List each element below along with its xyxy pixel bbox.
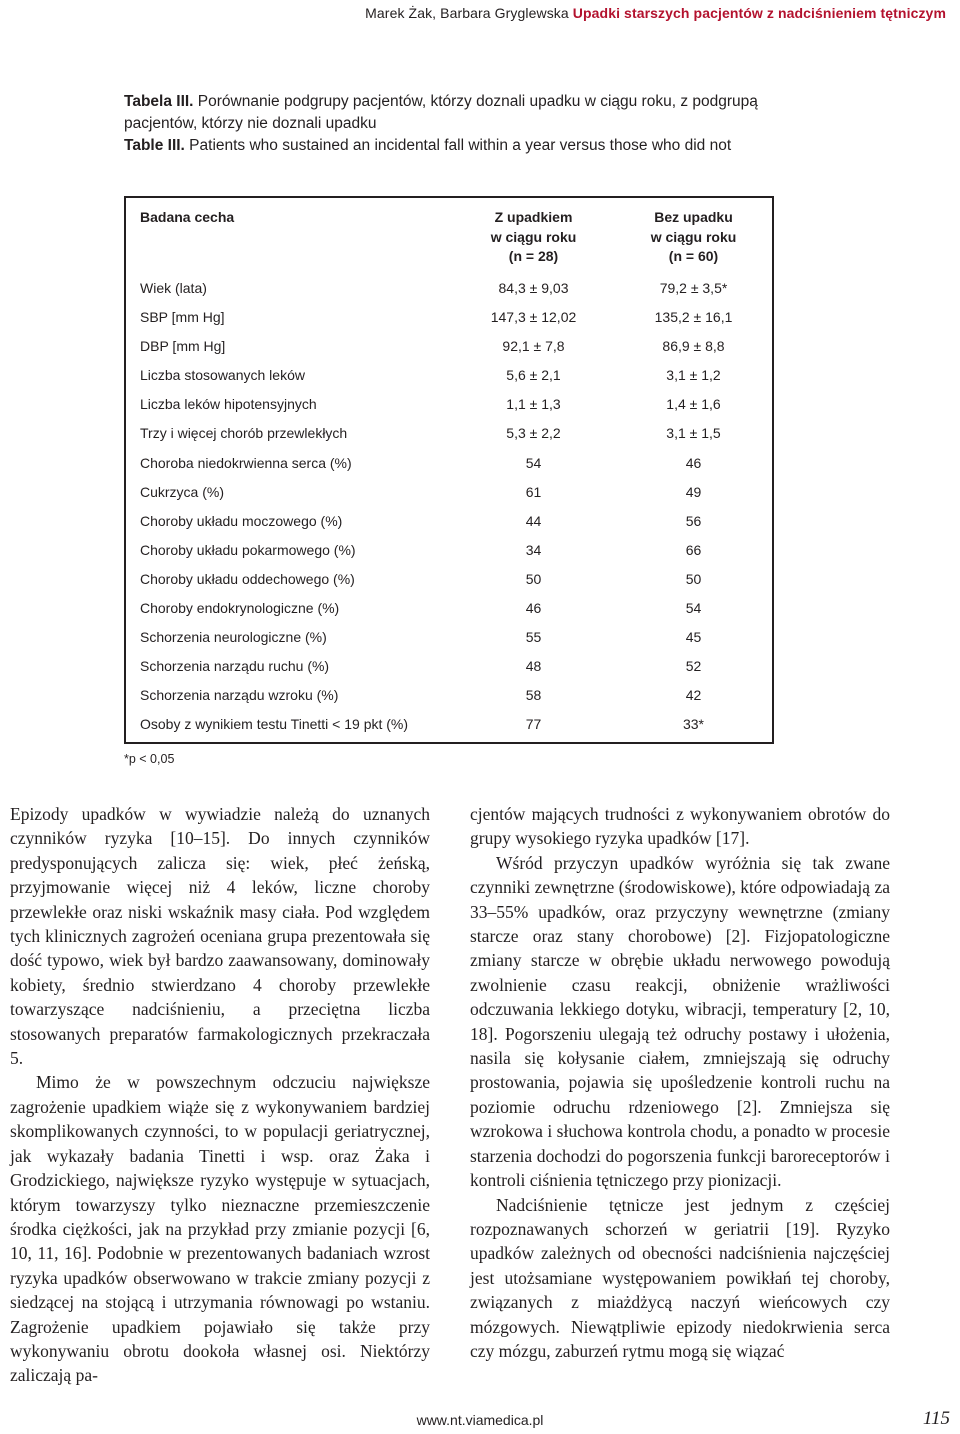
paragraph: Mimo że w powszechnym odczuciu największe zagrożenie upadkiem wiąże się z wykonywaniem bardziej skomplikowanych czynności, to w populacji geriatrycznej, jak wykazały badania Tinetti i wsp. oraz Żaka i Grodzickiego, największe ryzyko występuje w sytuacjach, którym towarzyszy tylko nieznaczne przemieszczenie środka ciężkości, jak na przykład przy zmianie pozycji [6, 10, 11, 16]. Podobnie w prezentowanych badaniach wzrost ryzyka upadków obserwowano w trakcie zmiany pozycji z siedzącej na stojącą i utrzymania równowagi po wstaniu. Zagrożenie upadkiem pojawiało się także przy wykonywaniu obrotu dookoła własnej osi. Niektórzy zaliczają pa- bbox=[10, 1072, 430, 1386]
value-without-fall: 86,9 ± 8,8 bbox=[662, 338, 725, 355]
table-row bbox=[126, 508, 772, 537]
value-without-fall: 79,2 ± 3,5* bbox=[659, 280, 728, 296]
value-with-fall: 34 bbox=[525, 541, 542, 558]
value-with-fall: 55 bbox=[525, 629, 542, 646]
header-title: Upadki starszych pacjentów z nadciśnieniem tętniczym bbox=[572, 5, 946, 21]
row-label: Choroby układu moczowego (%) bbox=[140, 512, 343, 529]
body-column-left bbox=[10, 802, 430, 1388]
body-column-right bbox=[470, 802, 890, 1363]
value-with-fall: 50 bbox=[525, 570, 542, 587]
value-without-fall: 56 bbox=[685, 512, 702, 529]
table-footnote: *p < 0,05 bbox=[124, 752, 175, 766]
value-without-fall: 54 bbox=[685, 600, 702, 617]
row-label: Osoby z wynikiem testu Tinetti < 19 pkt (%) bbox=[140, 716, 409, 733]
value-without-fall: 46 bbox=[685, 454, 702, 471]
value-without-fall: 3,1 ± 1,2 bbox=[666, 367, 721, 384]
value-without-fall: 45 bbox=[685, 629, 702, 646]
table-row bbox=[126, 479, 772, 508]
row-label: SBP [mm Hg] bbox=[140, 309, 225, 326]
value-without-fall: 49 bbox=[685, 483, 702, 500]
caption-english-text: Patients who sustained an incidental fall within a year versus those who did not bbox=[184, 137, 732, 154]
header-with-fall: Z upadkiem w ciągu roku (n = 28) bbox=[490, 209, 577, 264]
row-label: Trzy i więcej chorób przewlekłych bbox=[140, 425, 348, 442]
table-row bbox=[126, 682, 772, 711]
table-row bbox=[126, 362, 772, 391]
value-without-fall: 1,4 ± 1,6 bbox=[666, 396, 721, 413]
journal-url: www.nt.viamedica.pl bbox=[416, 1412, 544, 1428]
row-label: Liczba stosowanych leków bbox=[140, 367, 305, 384]
table-row bbox=[126, 566, 772, 595]
row-label: Schorzenia narządu wzroku (%) bbox=[140, 687, 339, 704]
caption-english-label: Table III. bbox=[124, 137, 185, 154]
table-row bbox=[126, 537, 772, 566]
value-without-fall: 3,1 ± 1,5 bbox=[666, 425, 721, 442]
row-label: Schorzenia neurologiczne (%) bbox=[140, 629, 327, 646]
page-number: 115 bbox=[922, 1408, 950, 1429]
value-with-fall: 44 bbox=[525, 512, 542, 529]
row-label: Choroby układu pokarmowego (%) bbox=[140, 541, 356, 558]
value-with-fall: 5,6 ± 2,1 bbox=[506, 367, 561, 384]
header-characteristic: Badana cecha bbox=[140, 209, 235, 225]
row-label: DBP [mm Hg] bbox=[140, 338, 226, 355]
table-row bbox=[126, 653, 772, 682]
table-row bbox=[126, 333, 772, 362]
data-table bbox=[124, 196, 774, 744]
paragraph: Epizody upadków w wywiadzie należą do uznanych czynników ryzyka [10–15]. Do innych czynników predysponujących zalicza się: wiek, płeć żeńską, przyjmowanie więcej niż 4 leków, liczne choroby przewlekłe oraz niski wskaźnik masy ciała. Pod względem tych klinicznych zagrożeń oceniana grupa prezentowała się dość typowo, wiek był bardzo zaawansowany, dominowały kobiety, średnio stwierdzano 4 choroby przewlekłe towarzyszące nadciśnieniu, a przeciętna liczba stosowanych preparatów farmakologicznych przekraczała 5. bbox=[10, 804, 430, 1069]
caption-polish-label: Tabela III. bbox=[124, 93, 194, 110]
value-with-fall: 48 bbox=[525, 658, 542, 675]
caption-polish bbox=[124, 91, 784, 135]
row-label: Schorzenia narządu ruchu (%) bbox=[140, 658, 330, 675]
row-label: Choroby endokrynologiczne (%) bbox=[140, 600, 340, 617]
caption-english bbox=[124, 135, 784, 157]
caption-polish-text: Porównanie podgrupy pacjentów, którzy doznali upadku w ciągu roku, z podgrupą pacjentów, którzy nie doznali upadku bbox=[124, 93, 758, 132]
header-authors: Marek Żak, Barbara Gryglewska bbox=[365, 5, 569, 21]
value-with-fall: 84,3 ± 9,03 bbox=[498, 280, 569, 296]
value-with-fall: 58 bbox=[525, 687, 542, 704]
row-label: Liczba leków hipotensyjnych bbox=[140, 396, 317, 413]
table-row bbox=[126, 420, 772, 449]
value-with-fall: 5,3 ± 2,2 bbox=[506, 425, 561, 442]
value-without-fall: 33* bbox=[682, 716, 705, 733]
table-row bbox=[126, 450, 772, 479]
value-without-fall: 42 bbox=[685, 687, 702, 704]
value-with-fall: 147,3 ± 12,02 bbox=[490, 309, 577, 326]
table-row bbox=[126, 304, 772, 333]
table-row bbox=[126, 595, 772, 624]
value-with-fall: 92,1 ± 7,8 bbox=[502, 338, 565, 355]
value-with-fall: 61 bbox=[525, 483, 542, 500]
table-row bbox=[126, 711, 772, 740]
table-caption bbox=[124, 91, 784, 157]
value-with-fall: 1,1 ± 1,3 bbox=[506, 396, 561, 413]
table-row bbox=[126, 391, 772, 420]
value-with-fall: 77 bbox=[525, 716, 542, 733]
table-row bbox=[126, 624, 772, 653]
paragraph: Wśród przyczyn upadków wyróżnia się tak zwane czynniki zewnętrzne (środowiskowe), które odpowiadają za 33–55% upadków, oraz przyczyny wewnętrzne (zmiany starcze oraz stany chorobowe) [2]. Fizjopatologiczne zmiany starcze w obrębie układu nerwowego powodują zwolnienie czasu reakcji, obniżenie wrażliwości odczuwania lekkiego dotyku, wibracji, temperatury [2, 10, 18]. Pogorszeniu ulegają też odruchy postawy i ułożenia, nasila się kołysanie ciałem, zmniejszają się odruchy prostowania, pojawia się upośledzenie kontroli ruchu na poziomie odruchu rdzeniowego [2]. Zmniejsza się wzrokowa i słuchowa kontrola chodu, a ponadto w procesie starzenia dochodzi do pogorszenia funkcji baroreceptorów i kontroli ciśnienia tętniczego przy pionizacji. bbox=[470, 852, 890, 1191]
table-body bbox=[126, 275, 772, 741]
value-without-fall: 66 bbox=[685, 541, 702, 558]
header-without-fall: Bez upadku w ciągu roku (n = 60) bbox=[650, 209, 737, 264]
running-header bbox=[365, 5, 946, 21]
row-label: Choroba niedokrwienna serca (%) bbox=[140, 454, 352, 471]
row-label: Cukrzyca (%) bbox=[140, 483, 225, 500]
table-row bbox=[126, 275, 772, 304]
row-label: Wiek (lata) bbox=[140, 280, 207, 296]
value-without-fall: 135,2 ± 16,1 bbox=[654, 309, 733, 326]
paragraph: Nadciśnienie tętnicze jest jednym z częściej rozpoznawanych schorzeń w geriatrii [19]. Ryzyko upadków zależnych od obecności nadciśnienia najczęściej jest utożsamiane występowaniem powikłań tej choroby, związanych z miażdżycą naczyń wieńcowych czy mózgowych. Niewątpliwie epizody niedokrwienia serca czy mózgu, zaburzeń rytmu mogą się wiązać bbox=[470, 1194, 890, 1361]
paragraph: cjentów mających trudności z wykonywaniem obrotów do grupy wysokiego ryzyka upadków [17]. bbox=[470, 804, 890, 849]
row-label: Choroby układu oddechowego (%) bbox=[140, 570, 355, 587]
value-without-fall: 50 bbox=[685, 570, 702, 587]
value-with-fall: 46 bbox=[525, 600, 542, 617]
value-with-fall: 54 bbox=[525, 454, 542, 471]
value-without-fall: 52 bbox=[685, 658, 702, 675]
